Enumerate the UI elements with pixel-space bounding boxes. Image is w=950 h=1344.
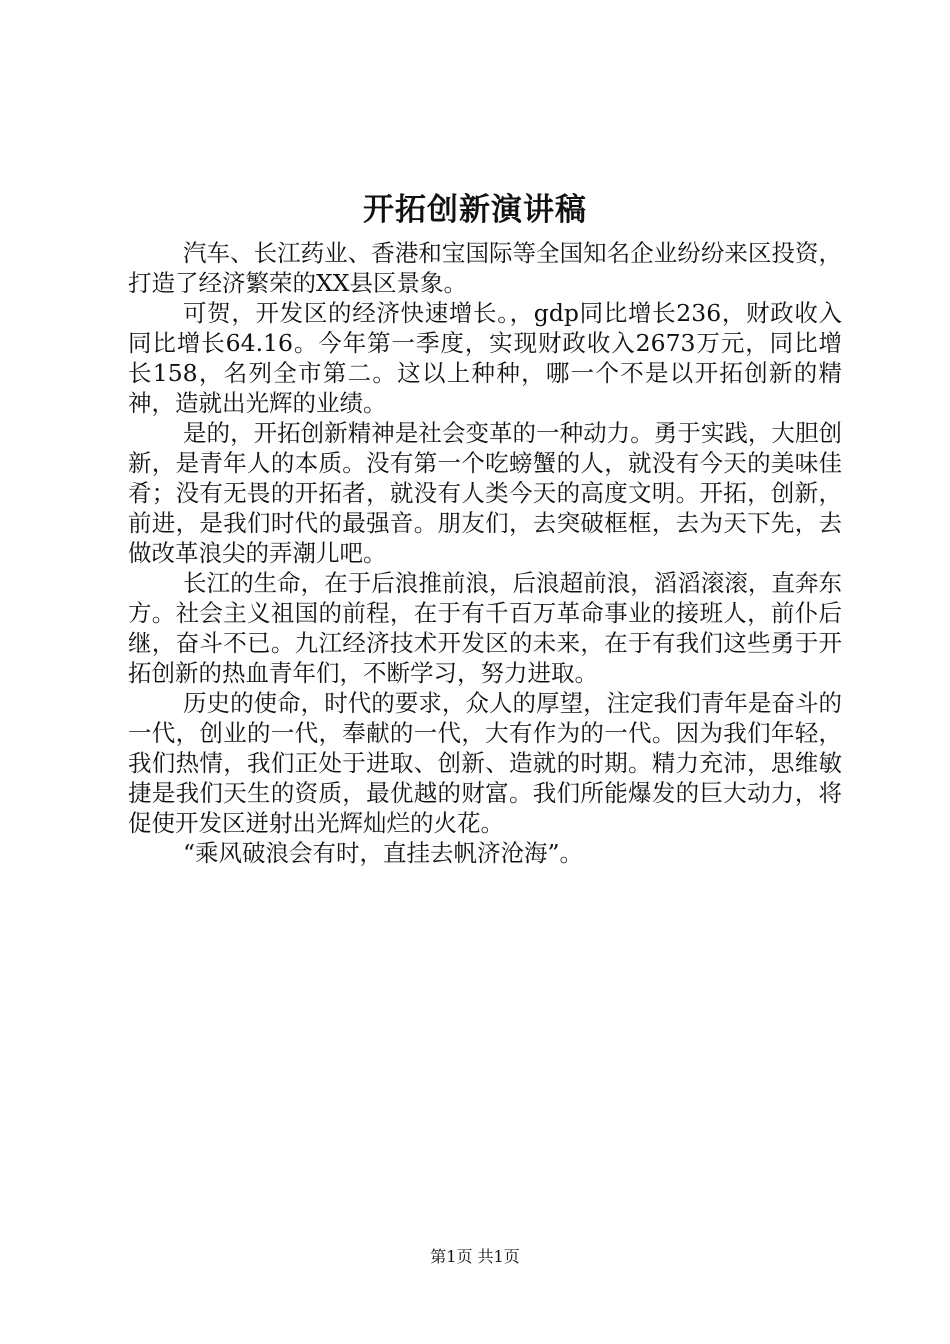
document-body [128, 238, 842, 868]
paragraph: “乘风破浪会有时，直挂去帆济沧海”。 [183, 839, 584, 867]
paragraph: 长江的生命，在于后浪推前浪，后浪超前浪，滔滔滚滚，直奔东方。社会主义祖国的前程，在于有千百万革命事业的接班人，前仆后继，奋斗不已。九江经济技术开发区的未来，在于有我们这些勇于开拓创新的热血青年们，不断学习，努力进取。 [128, 569, 842, 687]
paragraph: 汽车、长江药业、香港和宝国际等全国知名企业纷纷来区投资，打造了经济繁荣的XX县区景象。 [128, 239, 842, 297]
paragraph: 历史的使命，时代的要求，众人的厚望，注定我们青年是奋斗的一代，创业的一代，奉献的一代，大有作为的一代。因为我们年轻，我们热情，我们正处于进取、创新、造就的时期。精力充沛，思维敏捷是我们天生的资质，最优越的财富。我们所能爆发的巨大动力，将促使开发区迸射出光辉灿烂的火花。 [128, 689, 842, 837]
page-footer: 第1页 共1页 [430, 1247, 520, 1266]
document-title: 开拓创新演讲稿 [363, 192, 587, 228]
paragraph: 可贺，开发区的经济快速增长。，gdp同比增长236，财政收入同比增长64.16。今年第一季度，实现财政收入2673万元，同比增长158，名列全市第二。这以上种种，哪一个不是以开拓创新的精神，造就出光辉的业绩。 [128, 299, 842, 417]
paragraph: 是的，开拓创新精神是社会变革的一种动力。勇于实践，大胆创新，是青年人的本质。没有第一个吃螃蟹的人，就没有今天的美味佳肴；没有无畏的开拓者，就没有人类今天的高度文明。开拓，创新，前进，是我们时代的最强音。朋友们，去突破框框，去为天下先，去做改革浪尖的弄潮儿吧。 [128, 419, 842, 567]
